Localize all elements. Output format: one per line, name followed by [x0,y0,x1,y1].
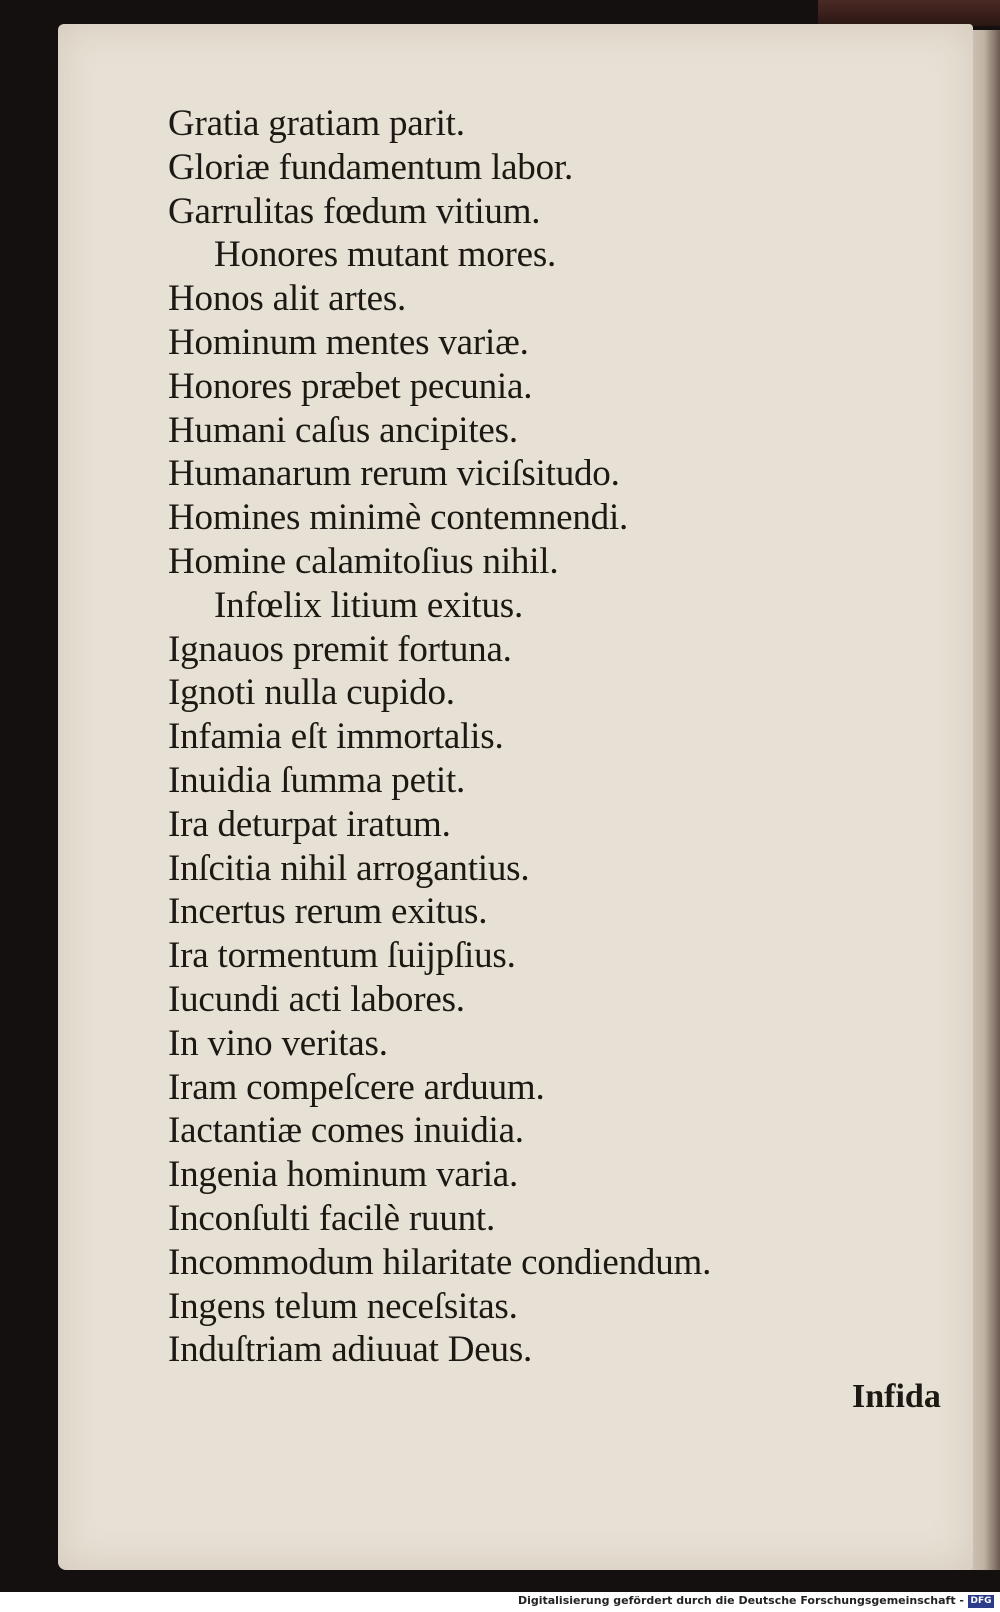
text-line: Honos alit artes. [168,278,407,320]
text-line: Infamia eſt immortalis. [168,716,504,758]
text-line: Humani caſus ancipites. [168,409,518,451]
text-line: Honores præbet pecunia. [168,365,533,407]
text-line: Inconſulti facilè ruunt. [168,1197,496,1239]
text-line: Humanarum rerum viciſsitudo. [168,453,620,495]
funding-credit: Digitalisierung gefördert durch die Deutsche Forschungsgemeinschaft - [517,1594,964,1607]
text-line: Hominum mentes variæ. [168,321,529,363]
text-line: Incertus rerum exitus. [168,891,488,933]
text-line: Ingens telum neceſsitas. [168,1285,518,1327]
text-line: Gloriæ fundamentum labor. [168,146,574,188]
text-line: In vino veritas. [168,1022,388,1064]
text-line: Iram compeſcere arduum. [168,1066,545,1108]
text-line: Ira tormentum ſuijpſius. [168,935,516,977]
text-line: Incommodum hilaritate condiendum. [168,1241,712,1283]
text-line: Iactantiæ comes inuidia. [168,1110,524,1152]
text-line: Garrulitas fœdum vitium. [168,190,541,232]
text-line: Ingenia hominum varia. [168,1154,519,1196]
text-line: Inſcitia nihil arrogantius. [168,847,530,889]
text-line: Gratia gratiam parit. [168,103,465,144]
proverb-list [168,102,888,1372]
dfg-logo: DFG [968,1595,994,1608]
text-line: Ira deturpat iratum. [168,803,451,845]
text-line: Homine calamitoſius nihil. [168,540,559,582]
text-line: Ignauos premit fortuna. [168,628,512,670]
text-line: Ignoti nulla cupido. [168,672,455,714]
catchword: Infida [852,1378,941,1415]
book-cover-edge [818,0,1000,26]
text-line: Inuidia ſumma petit. [168,759,466,801]
text-line: Infœlix litium exitus. [214,584,524,626]
text-line: Honores mutant mores. [214,234,557,276]
text-line: Induſtriam adiuuat Deus. [168,1329,533,1371]
text-line: Iucundi acti labores. [168,978,465,1020]
text-line: Homines minimè contemnendi. [168,497,629,539]
